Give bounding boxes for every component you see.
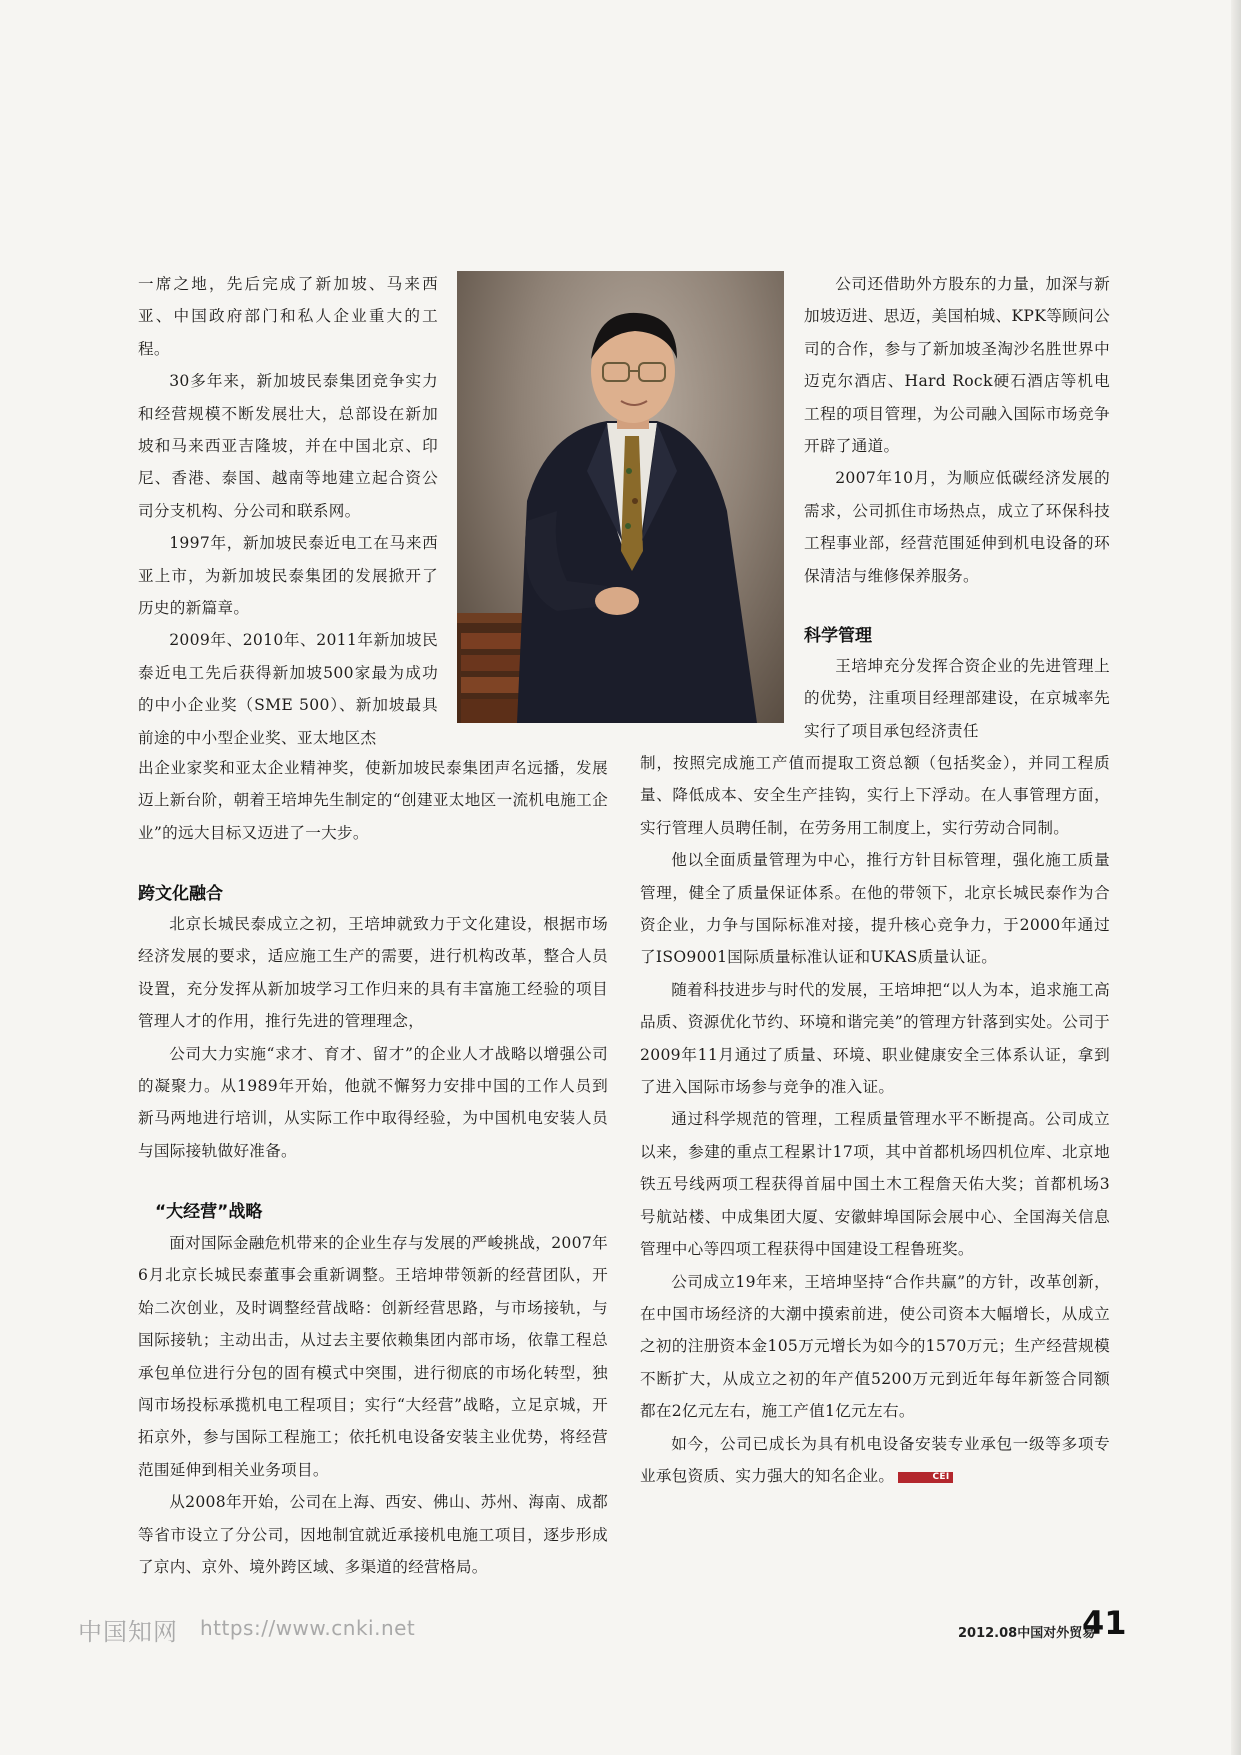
science-section-upper [804,650,1110,747]
left-column-lower [138,752,608,849]
right-column-upper [804,268,1110,592]
cei-end-badge: CEI [898,1472,952,1483]
section-heading-strategy: “大经营”战略 [155,1202,263,1222]
paragraph: 出企业家奖和亚太企业精神奖，使新加坡民泰集团声名远播，发展迈上新台阶，朝着王培坤先生制定的“创建亚太地区一流机电施工企业”的远大目标又迈进了一大步。 [138,759,608,842]
strategy-section [138,1227,608,1583]
cnki-watermark-url: https://www.cnki.net [200,1616,416,1640]
left-column-upper [138,268,438,754]
paragraph: 从2008年开始，公司在上海、西安、佛山、苏州、海南、成都等省市设立了分公司，因地制宜就近承接机电施工项目，逐步形成了京内、京外、境外跨区域、多渠道的经营格局。 [138,1493,608,1577]
paragraph: 他以全面质量管理为中心，推行方针目标管理，强化施工质量管理，健全了质量保证体系。在他的带领下，北京长城民泰作为合资企业，力争与国际标准对接，提升核心竞争力，于2000年通过了ISO9001国际质量标准认证和UKAS质量认证。 [640,851,1110,967]
issue-label: 2012.08中国对外贸易 [958,1626,1096,1641]
culture-section [138,908,608,1167]
paragraph: 公司成立19年来，王培坤坚持“合作共赢”的方针，改革创新，在中国市场经济的大潮中摸索前进，使公司资本大幅增长，从成立之初的注册资本金105万元增长为如今的1570万元；生产经营规模不断扩大，从成立之初的年产值5200万元到近年每年新签合同额都在2亿元左右，施工产值1亿元左右。 [640,1272,1110,1421]
science-section-lower [640,747,1110,1492]
portrait-illustration [457,271,784,723]
paragraph: 制，按照完成施工产值而提取工资总额（包括奖金），并同工程质量、降低成本、安全生产挂钩，实行上下浮动。在人事管理方面，实行管理人员聘任制，在劳务用工制度上，实行劳动合同制。 [640,754,1110,837]
paragraph: 一席之地，先后完成了新加坡、马来西亚、中国政府部门和私人企业重大的工程。 [138,275,438,358]
page-edge-shadow [1231,0,1241,1755]
paragraph: 北京长城民泰成立之初，王培坤就致力于文化建设，根据市场经济发展的要求，适应施工生产的需要，进行机构改革，整合人员设置，充分发挥从新加坡学习工作归来的具有丰富施工经验的项目管理人才的作用，推行先进的管理理念， [138,915,608,1031]
paragraph: 1997年，新加坡民泰近电工在马来西亚上市，为新加坡民泰集团的发展掀开了历史的新篇章。 [138,534,438,618]
section-heading-culture: 跨文化融合 [138,884,223,904]
page-number: 41 [1082,1604,1127,1642]
paragraph: 通过科学规范的管理，工程质量管理水平不断提高。公司成立以来，参建的重点工程累计17项，其中首都机场四机位库、北京地铁五号线两项工程获得首届中国土木工程詹天佑大奖；首都机场3号航站楼、中成集团大厦、安徽蚌埠国际会展中心、全国海关信息管理中心等四项工程获得中国建设工程鲁班奖。 [640,1110,1110,1259]
paragraph: 公司大力实施“求才、育才、留才”的企业人才战略以增强公司的凝聚力。从1989年开始，他就不懈努力安排中国的工作人员到新马两地进行培训，从实际工作中取得经验，为中国机电安装人员与国际接轨做好准备。 [138,1044,608,1160]
paragraph: 2007年10月，为顺应低碳经济发展的需求，公司抓住市场热点，成立了环保科技工程事业部，经营范围延伸到机电设备的环保清洁与维修保养服务。 [804,469,1110,585]
paragraph: 面对国际金融危机带来的企业生存与发展的严峻挑战，2007年6月北京长城民泰董事会重新调整。王培坤带领新的经营团队，开始二次创业，及时调整经营战略：创新经营思路，与市场接轨，与国际接轨；主动出击，从过去主要依赖集团内部市场，依靠工程总承包单位进行分包的固有模式中突围，进行彻底的市场化转型，独闯市场投标承揽机电工程项目；实行“大经营”战略，立足京城，开拓京外，参与国际工程施工；依托机电设备安装主业优势，将经营范围延伸到相关业务项目。 [138,1234,608,1479]
section-heading-science: 科学管理 [804,626,872,646]
cnki-watermark-logo: 中国知网 [78,1618,178,1646]
paragraph [640,1428,1110,1493]
paragraph: 公司还借助外方股东的力量，加深与新加坡迈进、思迈，美国柏城、KPK等顾问公司的合作，参与了新加坡圣淘沙名胜世界中迈克尔酒店、Hard Rock硬石酒店等机电工程的项目管理，为公司融入国际市场竞争开辟了通道。 [804,275,1110,456]
paragraph: 2009年、2010年、2011年新加坡民泰近电工先后获得新加坡500家最为成功的中小企业奖（SME 500）、新加坡最具前途的中小型企业奖、亚太地区杰 [138,631,438,747]
portrait-photo [457,271,784,723]
paragraph: 30多年来，新加坡民泰集团竞争实力和经营规模不断发展壮大，总部设在新加坡和马来西亚吉隆坡，并在中国北京、印尼、香港、泰国、越南等地建立起合资公司分支机构、分公司和联系网。 [138,372,438,520]
paragraph: 王培坤充分发挥合资企业的先进管理上的优势，注重项目经理部建设，在京城率先实行了项目承包经济责任 [804,657,1110,740]
paragraph: 随着科技进步与时代的发展，王培坤把“以人为本，追求施工高品质、资源优化节约、环境和谐完美”的管理方针落到实处。公司于2009年11月通过了质量、环境、职业健康安全三体系认证，拿到了进入国际市场参与竞争的准入证。 [640,980,1110,1097]
final-paragraph-text: 如今，公司已成长为具有机电设备安装专业承包一级等多项专业承包资质、实力强大的知名企业。 [640,1434,1110,1485]
